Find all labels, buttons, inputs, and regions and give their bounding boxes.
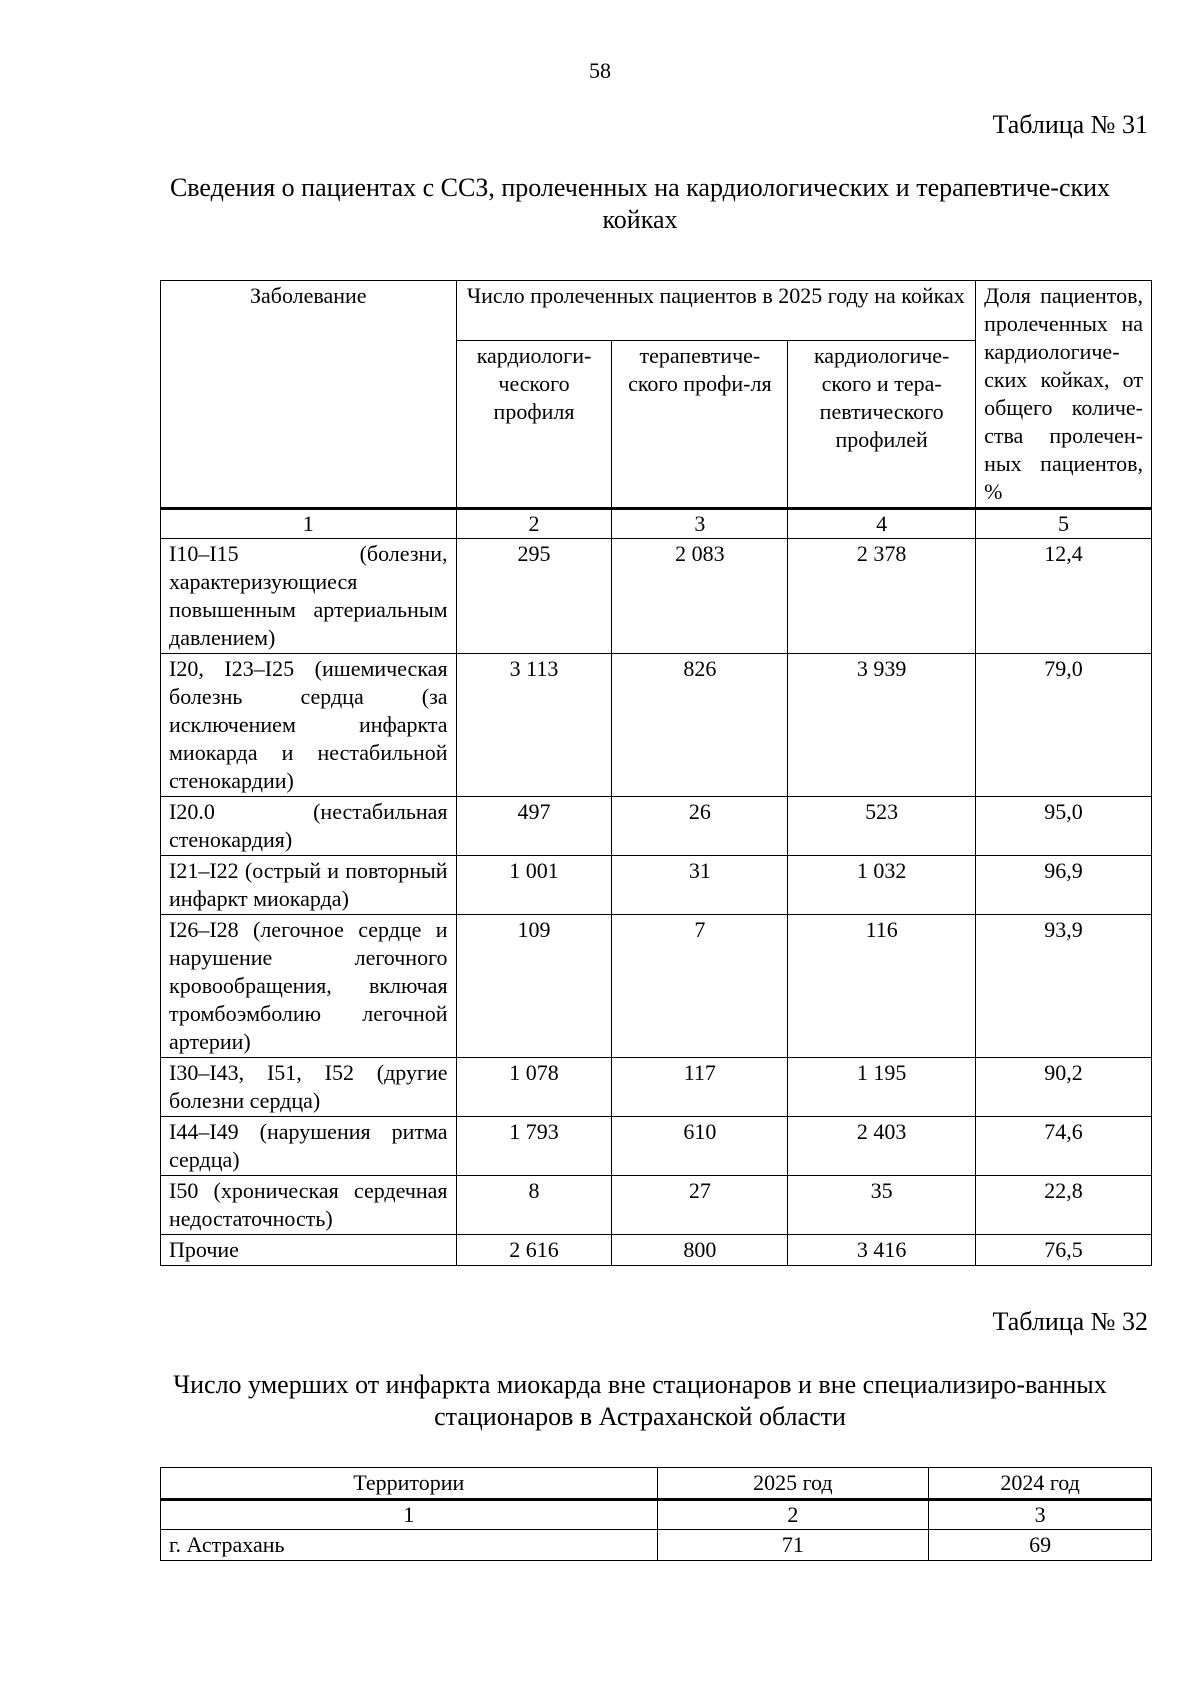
disease-cell: I26–I28 (легочное сердце и нарушение легочного кровообращения, включая тромбоэмболию легочной артерии) xyxy=(161,915,457,1058)
table-row xyxy=(161,1530,1152,1561)
share-cell: 12,4 xyxy=(976,539,1152,654)
cardio-cell: 8 xyxy=(456,1176,612,1235)
total-cell: 3 416 xyxy=(788,1235,976,1266)
total-cell: 1 032 xyxy=(788,856,976,915)
cardio-cell: 497 xyxy=(456,797,612,856)
column-numbers-row xyxy=(161,509,1152,539)
disease-cell: I50 (хроническая сердечная недостаточность) xyxy=(161,1176,457,1235)
column-number: 1 xyxy=(161,1500,658,1530)
table-row xyxy=(161,797,1152,856)
header-cardio-therapy: кардиологиче-ского и тера-певтического профилей xyxy=(788,341,976,509)
table-row xyxy=(161,1117,1152,1176)
therapy-cell: 2 083 xyxy=(612,539,788,654)
table-row xyxy=(161,856,1152,915)
table-row xyxy=(161,1058,1152,1117)
table-row xyxy=(161,539,1152,654)
share-cell: 95,0 xyxy=(976,797,1152,856)
total-cell: 523 xyxy=(788,797,976,856)
column-number: 5 xyxy=(976,509,1152,539)
therapy-cell: 26 xyxy=(612,797,788,856)
therapy-cell: 826 xyxy=(612,654,788,797)
therapy-cell: 117 xyxy=(612,1058,788,1117)
disease-cell: I30–I43, I51, I52 (другие болезни сердца) xyxy=(161,1058,457,1117)
share-cell: 76,5 xyxy=(976,1235,1152,1266)
total-cell: 2 378 xyxy=(788,539,976,654)
column-number: 3 xyxy=(929,1500,1152,1530)
table-32-title: Число умерших от инфаркта миокарда вне стационаров и вне специализиро-ванных стационаров в Астраханской области xyxy=(173,1370,1107,1431)
disease-cell: I20.0 (нестабильная стенокардия) xyxy=(161,797,457,856)
table-row xyxy=(161,1235,1152,1266)
therapy-cell: 610 xyxy=(612,1117,788,1176)
header-cardio: кардиологи-ческого профиля xyxy=(456,341,612,509)
cardio-cell: 3 113 xyxy=(456,654,612,797)
cardio-cell: 1 001 xyxy=(456,856,612,915)
year-2024-cell: 69 xyxy=(929,1530,1152,1561)
total-cell: 2 403 xyxy=(788,1117,976,1176)
disease-cell: I20, I23–I25 (ишемическая болезнь сердца (за исключением инфаркта миокарда и нестабильной стенокардии) xyxy=(161,654,457,797)
cardio-cell: 1 078 xyxy=(456,1058,612,1117)
total-cell: 116 xyxy=(788,915,976,1058)
cardio-cell: 295 xyxy=(456,539,612,654)
column-number: 2 xyxy=(657,1500,929,1530)
header-2024: 2024 год xyxy=(929,1468,1152,1500)
page-number: 58 xyxy=(589,58,611,83)
disease-cell: I21–I22 (острый и повторный инфаркт миокарда) xyxy=(161,856,457,915)
header-2025: 2025 год xyxy=(657,1468,929,1500)
share-cell: 74,6 xyxy=(976,1117,1152,1176)
total-cell: 3 939 xyxy=(788,654,976,797)
table-row xyxy=(161,915,1152,1058)
therapy-cell: 7 xyxy=(612,915,788,1058)
header-disease: Заболевание xyxy=(161,281,457,509)
cardio-cell: 2 616 xyxy=(456,1235,612,1266)
column-numbers-row xyxy=(161,1500,1152,1530)
header-share: Доля пациентов, пролеченных на кардиологиче-ских койках, от общего количе-ства пролечен-ных пациентов, % xyxy=(976,281,1152,509)
territory-cell: г. Астрахань xyxy=(161,1530,658,1561)
table-31 xyxy=(160,280,1152,1266)
disease-cell: I44–I49 (нарушения ритма сердца) xyxy=(161,1117,457,1176)
cardio-cell: 1 793 xyxy=(456,1117,612,1176)
disease-cell: I10–I15 (болезни, характеризующиеся повышенным артериальным давлением) xyxy=(161,539,457,654)
year-2025-cell: 71 xyxy=(657,1530,929,1561)
table-row xyxy=(161,1176,1152,1235)
share-cell: 90,2 xyxy=(976,1058,1152,1117)
header-treated-group: Число пролеченных пациентов в 2025 году на койках xyxy=(456,281,976,341)
therapy-cell: 27 xyxy=(612,1176,788,1235)
cardio-cell: 109 xyxy=(456,915,612,1058)
share-cell: 96,9 xyxy=(976,856,1152,915)
disease-cell: Прочие xyxy=(161,1235,457,1266)
share-cell: 22,8 xyxy=(976,1176,1152,1235)
table-32-label: Таблица № 32 xyxy=(992,1307,1148,1336)
table-31-title: Сведения о пациентах с ССЗ, пролеченных на кардиологических и терапевтиче-ских койках xyxy=(169,173,1111,234)
total-cell: 35 xyxy=(788,1176,976,1235)
column-number: 4 xyxy=(788,509,976,539)
table-31-label: Таблица № 31 xyxy=(992,110,1148,139)
therapy-cell: 800 xyxy=(612,1235,788,1266)
column-number: 2 xyxy=(456,509,612,539)
header-territory: Территории xyxy=(161,1468,658,1500)
column-number: 3 xyxy=(612,509,788,539)
therapy-cell: 31 xyxy=(612,856,788,915)
share-cell: 79,0 xyxy=(976,654,1152,797)
share-cell: 93,9 xyxy=(976,915,1152,1058)
table-row xyxy=(161,654,1152,797)
table-32 xyxy=(160,1467,1152,1561)
header-therapy: терапевтиче-ского профи-ля xyxy=(612,341,788,509)
column-number: 1 xyxy=(161,509,457,539)
total-cell: 1 195 xyxy=(788,1058,976,1117)
